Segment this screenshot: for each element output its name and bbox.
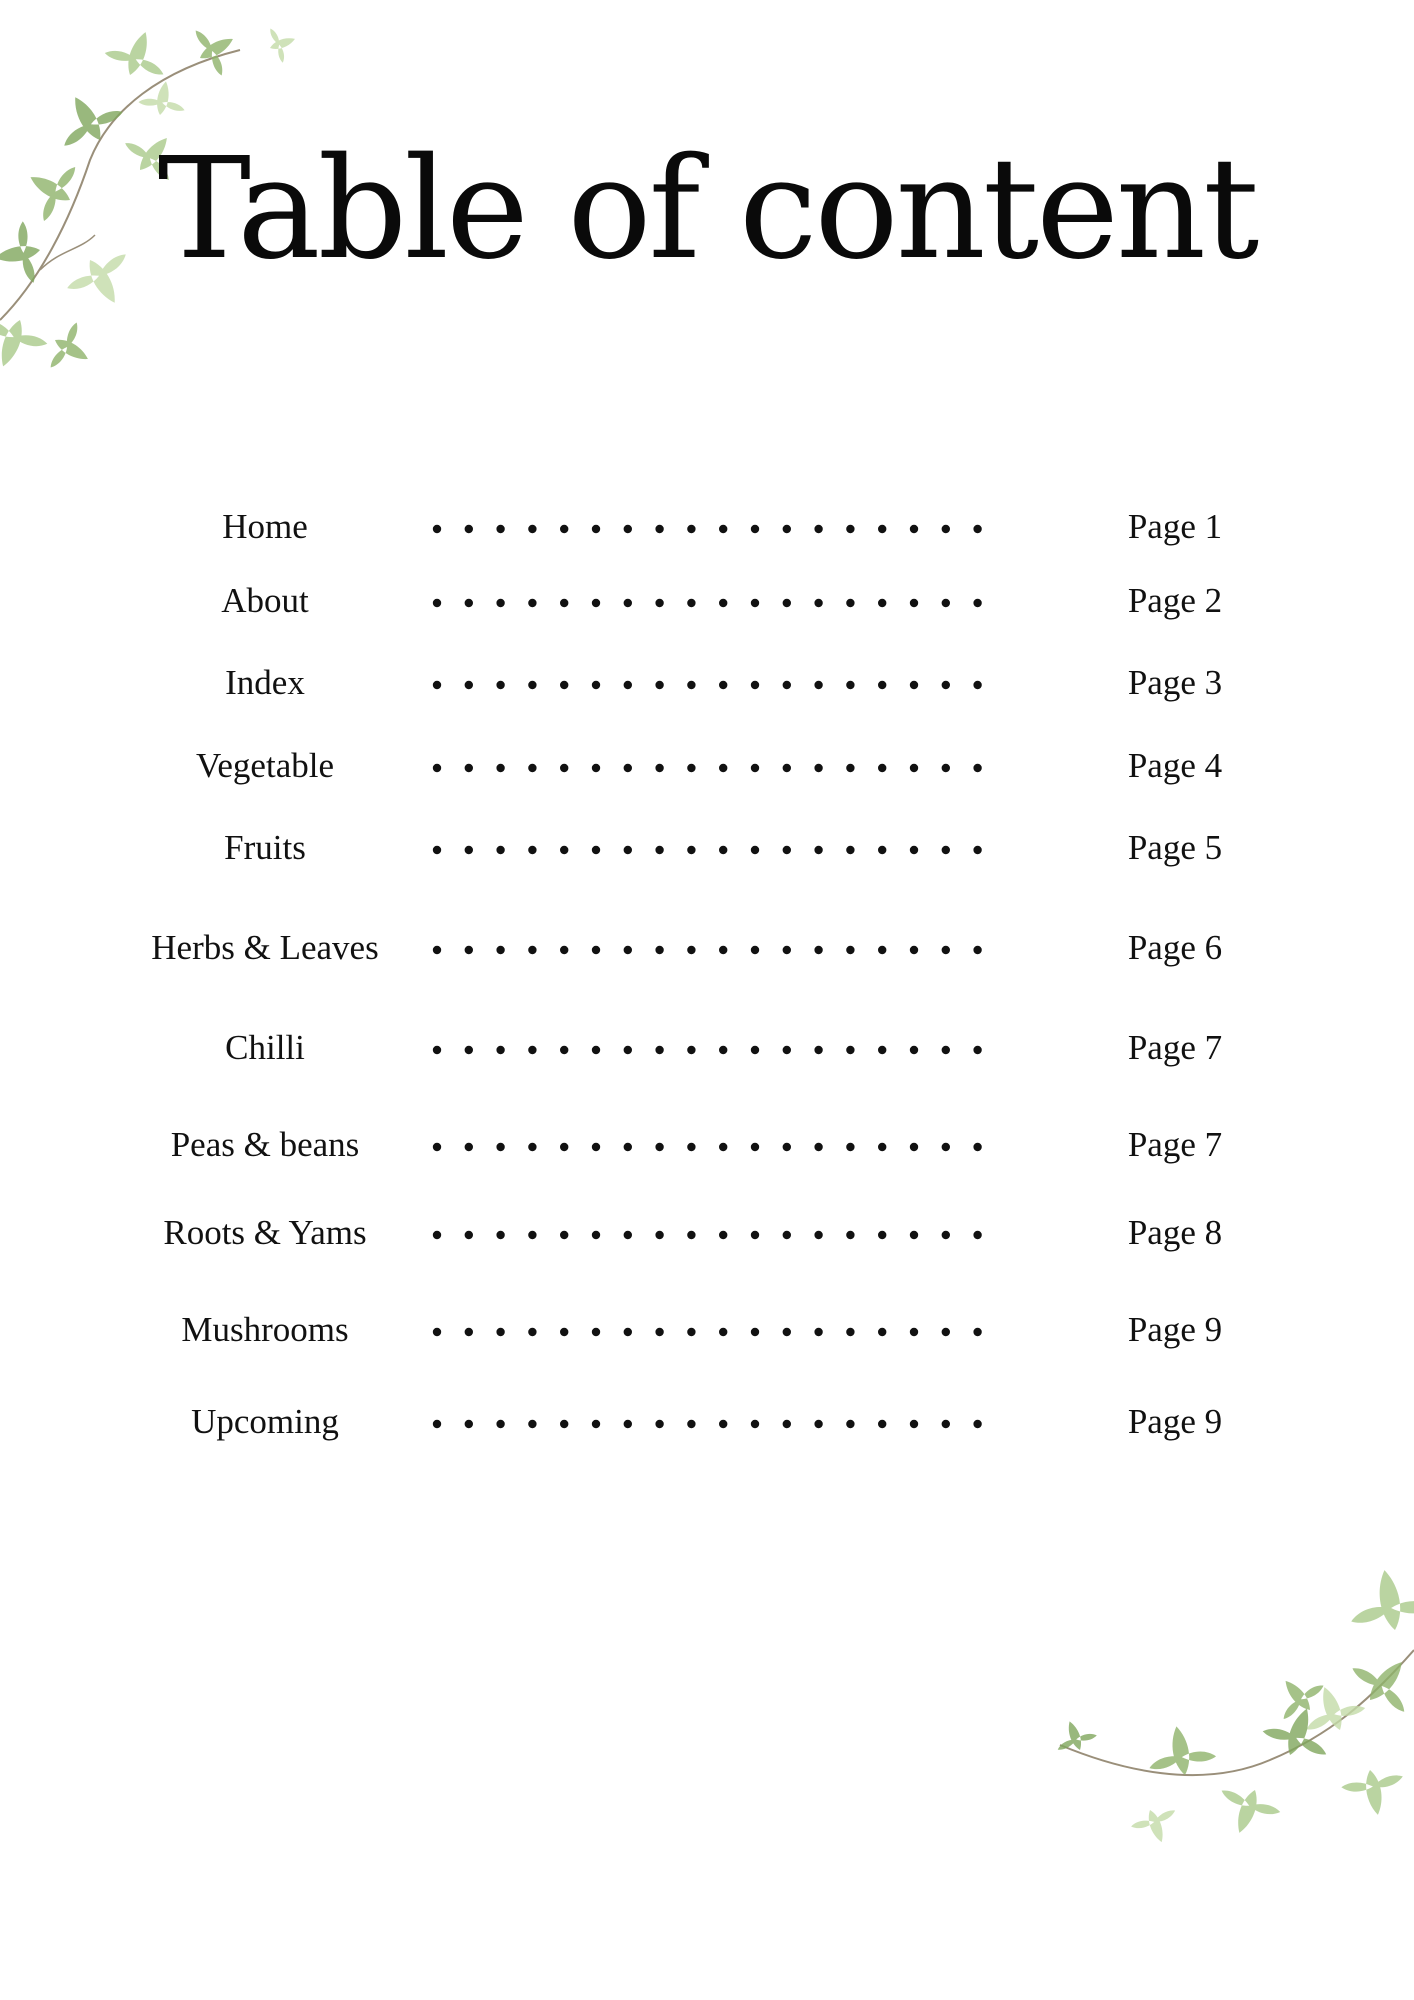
leader-dot (528, 1143, 536, 1151)
leader-dot (751, 1420, 759, 1428)
toc-item-label: Index (225, 663, 305, 702)
leader-dot (560, 1328, 568, 1336)
leader-dot (496, 599, 504, 607)
leader-dot (496, 1046, 504, 1054)
leader-dot (624, 1328, 632, 1336)
leader-dot (655, 1231, 663, 1239)
leader-dot (528, 599, 536, 607)
leader-dot (624, 1231, 632, 1239)
toc-page-number[interactable]: Page 9 (1127, 1310, 1223, 1349)
leader-dot (592, 1231, 600, 1239)
toc-row[interactable] (0, 736, 1414, 796)
dot-leader (425, 653, 985, 713)
toc-item-label: Roots & Yams (163, 1213, 367, 1252)
leader-dot (942, 1231, 950, 1239)
leader-dot (528, 1328, 536, 1336)
leader-dot (783, 1046, 791, 1054)
leader-dot (973, 599, 981, 607)
leader-dot (973, 946, 981, 954)
leader-dot (878, 525, 886, 533)
leader-dot (687, 1328, 695, 1336)
leader-dot (496, 946, 504, 954)
leader-dot (592, 599, 600, 607)
leader-dot (814, 1328, 822, 1336)
toc-item-label: Mushrooms (181, 1310, 349, 1349)
leader-dot (846, 1420, 854, 1428)
leader-dot (560, 525, 568, 533)
leader-dot (655, 681, 663, 689)
leader-dot (814, 764, 822, 772)
leader-dot (624, 846, 632, 854)
leader-dot (783, 846, 791, 854)
leader-dot (719, 1420, 727, 1428)
leader-dot (942, 1143, 950, 1151)
dot-leader (425, 497, 985, 557)
leader-dot (560, 846, 568, 854)
leader-dot (560, 681, 568, 689)
leader-dot (973, 1328, 981, 1336)
dot-leader (425, 736, 985, 796)
leader-dot (783, 681, 791, 689)
toc-page-number[interactable]: Page 6 (1127, 928, 1223, 967)
toc-page-number[interactable]: Page 8 (1127, 1213, 1223, 1252)
leaf-shape (1339, 1765, 1408, 1821)
leader-dot (783, 1143, 791, 1151)
toc-page-number[interactable]: Page 7 (1127, 1028, 1223, 1067)
leader-dot (528, 681, 536, 689)
leader-dot (592, 1143, 600, 1151)
leader-dot (465, 764, 473, 772)
leader-dot (655, 764, 663, 772)
leader-dot (433, 525, 441, 533)
dot-leader (425, 818, 985, 878)
leader-dot (973, 1231, 981, 1239)
leader-dot (496, 1328, 504, 1336)
leader-dot (560, 599, 568, 607)
leader-dot (846, 1046, 854, 1054)
toc-row[interactable] (0, 571, 1414, 631)
leader-dot (846, 764, 854, 772)
leader-dot (719, 599, 727, 607)
leader-dot (846, 946, 854, 954)
leader-dot (433, 1328, 441, 1336)
leader-dot (783, 1328, 791, 1336)
leader-dot (973, 1143, 981, 1151)
leader-dot (783, 1420, 791, 1428)
leader-dot (878, 681, 886, 689)
leader-dot (528, 1046, 536, 1054)
toc-page-number[interactable]: Page 4 (1127, 746, 1223, 785)
toc-row[interactable] (0, 653, 1414, 713)
leader-dot (465, 1143, 473, 1151)
leader-dot (910, 681, 918, 689)
leader-dot (846, 846, 854, 854)
leader-dot (433, 846, 441, 854)
leader-dot (942, 1420, 950, 1428)
leader-dot (942, 1046, 950, 1054)
leader-dot (973, 1046, 981, 1054)
leader-dot (465, 599, 473, 607)
leader-dot (433, 1420, 441, 1428)
leaf-shape (1210, 1779, 1284, 1843)
leader-dot (687, 846, 695, 854)
toc-page-number[interactable]: Page 1 (1127, 507, 1223, 546)
leader-dot (973, 764, 981, 772)
leader-dot (433, 599, 441, 607)
leader-dot (624, 764, 632, 772)
toc-page-number[interactable]: Page 5 (1127, 828, 1223, 867)
leader-dot (846, 525, 854, 533)
leader-dot (465, 1328, 473, 1336)
leader-dot (751, 1143, 759, 1151)
leader-dot (751, 846, 759, 854)
leaf-shape (137, 77, 189, 119)
leader-dot (751, 946, 759, 954)
dot-leader (425, 1203, 985, 1263)
leader-dot (814, 1143, 822, 1151)
leader-dot (687, 599, 695, 607)
leader-dot (465, 946, 473, 954)
leader-dot (942, 946, 950, 954)
leader-dot (560, 1046, 568, 1054)
dot-leader (425, 1300, 985, 1360)
leader-dot (592, 1046, 600, 1054)
leader-dot (433, 946, 441, 954)
leader-dot (910, 599, 918, 607)
leader-dot (751, 764, 759, 772)
leader-dot (624, 1143, 632, 1151)
leader-dot (910, 1046, 918, 1054)
leader-dot (814, 1231, 822, 1239)
leaf-shape (1128, 1802, 1184, 1850)
leader-dot (942, 525, 950, 533)
toc-item-label: Upcoming (191, 1402, 339, 1441)
leader-dot (687, 681, 695, 689)
leader-dot (878, 1046, 886, 1054)
leader-dot (910, 1420, 918, 1428)
leaf-shape (42, 317, 101, 380)
leader-dot (687, 1143, 695, 1151)
leader-dot (465, 681, 473, 689)
leader-dot (592, 1328, 600, 1336)
leader-dot (496, 525, 504, 533)
toc-item-label: Chilli (225, 1028, 305, 1067)
leader-dot (433, 681, 441, 689)
leader-dot (942, 681, 950, 689)
leader-dot (846, 681, 854, 689)
leader-dot (814, 525, 822, 533)
leader-dot (783, 946, 791, 954)
leader-dot (592, 846, 600, 854)
leader-dot (560, 764, 568, 772)
leader-dot (846, 1328, 854, 1336)
toc-page-number[interactable]: Page 3 (1127, 663, 1223, 702)
leader-dot (496, 846, 504, 854)
leader-dot (528, 946, 536, 954)
leader-dot (465, 525, 473, 533)
toc-row[interactable] (0, 1018, 1414, 1078)
leader-dot (528, 764, 536, 772)
leader-dot (878, 764, 886, 772)
leader-dot (973, 1420, 981, 1428)
leader-dot (655, 525, 663, 533)
leader-dot (719, 1046, 727, 1054)
leader-dot (751, 1046, 759, 1054)
dot-leader (425, 1115, 985, 1175)
leader-dot (592, 525, 600, 533)
leader-dot (942, 764, 950, 772)
leader-dot (624, 946, 632, 954)
toc-page-number[interactable]: Page 7 (1127, 1125, 1223, 1164)
toc-item-label: About (221, 581, 309, 620)
leader-dot (496, 1231, 504, 1239)
leader-dot (560, 946, 568, 954)
toc-page-number[interactable]: Page 9 (1127, 1402, 1223, 1441)
leader-dot (878, 1143, 886, 1151)
leader-dot (719, 681, 727, 689)
leader-dot (624, 1046, 632, 1054)
leader-dot (814, 681, 822, 689)
toc-row[interactable] (0, 918, 1414, 978)
leader-dot (783, 599, 791, 607)
leader-dot (624, 1420, 632, 1428)
leader-dot (942, 1328, 950, 1336)
leader-dot (910, 1328, 918, 1336)
leader-dot (814, 1046, 822, 1054)
toc-row[interactable] (0, 1203, 1414, 1263)
leader-dot (719, 1231, 727, 1239)
leader-dot (655, 1420, 663, 1428)
leader-dot (655, 599, 663, 607)
leader-dot (687, 525, 695, 533)
leader-dot (655, 846, 663, 854)
leader-dot (783, 764, 791, 772)
leader-dot (878, 599, 886, 607)
leader-dot (751, 1328, 759, 1336)
leader-dot (465, 1046, 473, 1054)
leader-dot (878, 1328, 886, 1336)
leader-dot (433, 1143, 441, 1151)
leader-dot (687, 946, 695, 954)
leader-dot (910, 525, 918, 533)
leader-dot (592, 764, 600, 772)
leader-dot (814, 1420, 822, 1428)
leader-dot (878, 1231, 886, 1239)
leader-dot (719, 946, 727, 954)
leaf-shape (0, 308, 52, 378)
toc-row[interactable] (0, 1300, 1414, 1360)
leader-dot (973, 846, 981, 854)
leaf-shape (264, 22, 301, 65)
leader-dot (687, 1231, 695, 1239)
page-title: Table of content (157, 128, 1257, 291)
leader-dot (496, 1420, 504, 1428)
ivy-vine-bottom-right-icon (1040, 1560, 1414, 1860)
leader-dot (751, 681, 759, 689)
leader-dot (433, 1231, 441, 1239)
leader-dot (719, 525, 727, 533)
toc-row[interactable] (0, 497, 1414, 557)
leader-dot (624, 599, 632, 607)
leader-dot (846, 599, 854, 607)
leader-dot (496, 764, 504, 772)
leader-dot (942, 599, 950, 607)
leader-dot (560, 1231, 568, 1239)
leader-dot (655, 1143, 663, 1151)
leader-dot (655, 946, 663, 954)
leader-dot (592, 681, 600, 689)
leader-dot (878, 946, 886, 954)
leader-dot (719, 764, 727, 772)
leader-dot (751, 525, 759, 533)
leader-dot (814, 846, 822, 854)
leader-dot (751, 1231, 759, 1239)
dot-leader (425, 918, 985, 978)
leader-dot (814, 946, 822, 954)
leader-dot (846, 1143, 854, 1151)
leader-dot (973, 681, 981, 689)
leader-dot (783, 525, 791, 533)
toc-item-label: Herbs & Leaves (151, 928, 379, 967)
leader-dot (687, 1046, 695, 1054)
toc-row[interactable] (0, 1115, 1414, 1175)
leader-dot (624, 525, 632, 533)
leader-dot (814, 599, 822, 607)
toc-item-label: Vegetable (196, 746, 334, 785)
toc-item-label: Peas & beans (170, 1125, 360, 1164)
leader-dot (528, 1420, 536, 1428)
leader-dot (655, 1328, 663, 1336)
toc-item-label: Home (222, 507, 308, 546)
leader-dot (433, 1046, 441, 1054)
leader-dot (496, 681, 504, 689)
leader-dot (560, 1420, 568, 1428)
dot-leader (425, 1392, 985, 1452)
leader-dot (465, 1231, 473, 1239)
leader-dot (846, 1231, 854, 1239)
leaf-shape (1343, 1563, 1414, 1637)
leader-dot (528, 525, 536, 533)
leader-dot (942, 846, 950, 854)
leader-dot (783, 1231, 791, 1239)
leader-dot (719, 1143, 727, 1151)
toc-page-number[interactable]: Page 2 (1127, 581, 1223, 620)
leader-dot (751, 599, 759, 607)
leader-dot (465, 1420, 473, 1428)
toc-row[interactable] (0, 1392, 1414, 1452)
leader-dot (592, 946, 600, 954)
leader-dot (878, 1420, 886, 1428)
toc-row[interactable] (0, 818, 1414, 878)
leader-dot (624, 681, 632, 689)
leader-dot (655, 1046, 663, 1054)
leader-dot (910, 1143, 918, 1151)
dot-leader (425, 1018, 985, 1078)
leader-dot (560, 1143, 568, 1151)
leader-dot (910, 764, 918, 772)
leader-dot (910, 946, 918, 954)
leader-dot (687, 764, 695, 772)
leader-dot (719, 846, 727, 854)
leader-dot (528, 1231, 536, 1239)
leaf-shape (101, 21, 175, 85)
leader-dot (465, 846, 473, 854)
leader-dot (878, 846, 886, 854)
leader-dot (910, 846, 918, 854)
leader-dot (433, 764, 441, 772)
leader-dot (496, 1143, 504, 1151)
leader-dot (687, 1420, 695, 1428)
leader-dot (910, 1231, 918, 1239)
toc-item-label: Fruits (224, 828, 306, 867)
leader-dot (592, 1420, 600, 1428)
leader-dot (719, 1328, 727, 1336)
leader-dot (528, 846, 536, 854)
leader-dot (973, 525, 981, 533)
dot-leader (425, 571, 985, 631)
